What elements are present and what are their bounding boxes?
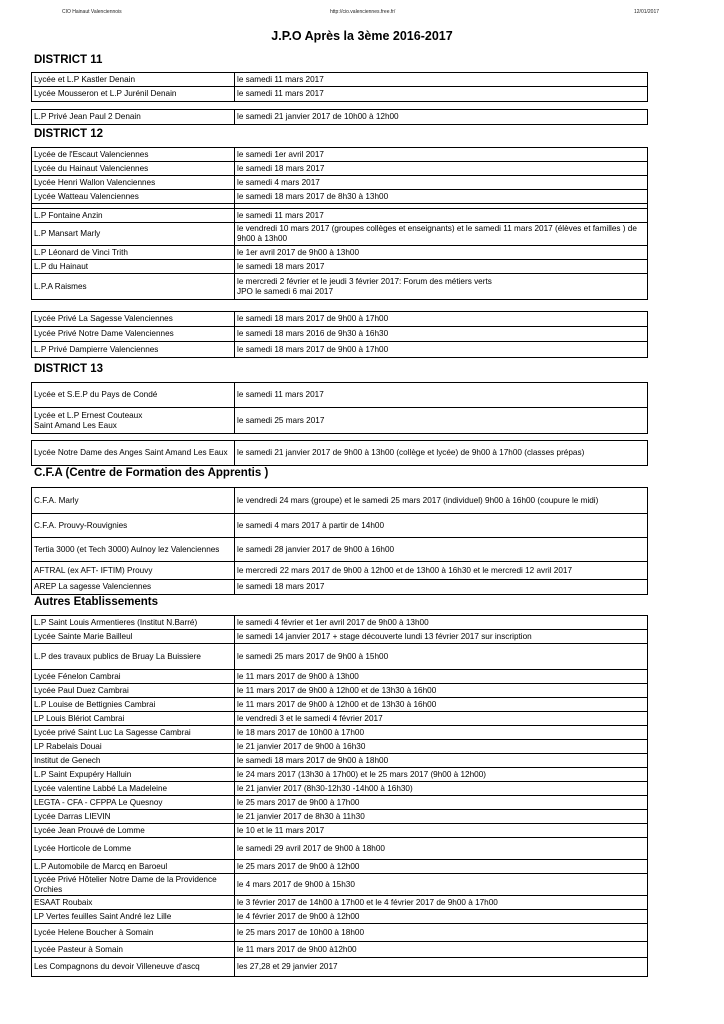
table-row [32,110,647,124]
header-date: 12/01/2017 [634,9,660,15]
date-cell [235,838,647,859]
establishment-cell [32,190,235,203]
establishment-cell [32,562,235,579]
open-day-date: le samedi 11 mars 2017 [237,390,324,399]
table-district-11-a [31,72,648,102]
table-row [32,176,647,190]
date-cell [235,670,647,683]
open-day-date: le mercredi 2 février et le jeudi 3 février 2017: Forum des métiers verts JPO le samedi 6 mai 2017 [237,276,492,296]
table-row [32,342,647,357]
establishment-name: L.P Privé Dampierre Valenciennes [34,344,159,354]
establishment-name: Lycée Jean Prouvé de Lomme [34,825,145,835]
table-row [32,896,647,910]
table-row [32,924,647,942]
date-cell [235,796,647,809]
establishment-cell [32,824,235,837]
section-heading-cfa: C.F.A (Centre de Formation des Apprentis ) [34,467,269,479]
open-day-date: le 25 mars 2017 de 10h00 à 18h00 [237,927,365,937]
establishment-cell [32,924,235,941]
establishment-name: Les Compagnons du devoir Villeneuve d'ascq [34,962,200,971]
date-cell [235,514,647,537]
open-day-date: le samedi 29 avril 2017 de 9h00 à 18h00 [237,843,385,853]
establishment-cell [32,782,235,795]
table-row [32,209,647,223]
open-day-date: le samedi 28 janvier 2017 de 9h00 à 16h00 [237,544,395,554]
date-cell [235,630,647,643]
establishment-cell [32,810,235,823]
date-cell [235,910,647,923]
open-day-date: le samedi 18 mars 2017 [237,261,325,271]
establishment-name: LP Vertes feuilles Saint André lez Lille [34,911,172,921]
establishment-cell [32,342,235,357]
date-cell [235,274,647,299]
establishment-cell [32,209,235,222]
establishment-cell [32,616,235,629]
establishment-cell [32,204,235,208]
open-day-date: le samedi 18 mars 2017 [237,163,325,173]
table-row [32,824,647,838]
open-day-date: le samedi 11 mars 2017 [237,210,324,220]
date-cell [235,684,647,697]
establishment-name: L.P Mansart Marly [34,229,101,238]
date-cell [235,810,647,823]
establishment-cell [32,87,235,101]
open-day-date: le samedi 11 mars 2017 [237,89,324,98]
open-day-date: le 4 mars 2017 de 9h00 à 15h30 [237,879,355,889]
open-day-date: le samedi 4 mars 2017 à partir de 14h00 [237,520,385,530]
establishment-cell [32,260,235,273]
establishment-cell [32,942,235,957]
section-heading-district-11: DISTRICT 11 [34,54,103,66]
establishment-cell [32,910,235,923]
date-cell [235,896,647,909]
establishment-cell [32,630,235,643]
table-row [32,87,647,101]
date-cell [235,246,647,259]
establishment-name: Lycée Watteau Valenciennes [34,191,139,201]
establishment-name: Lycée du Hainaut Valenciennes [34,163,149,173]
establishment-cell [32,860,235,873]
establishment-name: LP Rabelais Douai [34,741,102,751]
establishment-name: Lycée Sainte Marie Bailleul [34,631,133,641]
table-row [32,740,647,754]
table-row [32,810,647,824]
establishment-cell [32,644,235,669]
table-row [32,684,647,698]
table-row [32,782,647,796]
establishment-name: Institut de Genech [34,755,101,765]
table-cfa [31,487,648,595]
open-day-date: le samedi 21 janvier 2017 de 10h00 à 12h00 [237,112,399,121]
open-day-date: le 21 janvier 2017 de 9h00 à 16h30 [237,741,366,751]
establishment-name: Lycée Pasteur à Somain [34,944,123,954]
open-day-date: le samedi 25 mars 2017 de 9h00 à 15h00 [237,651,389,661]
open-day-date: le samedi 18 mars 2016 de 9h30 à 16h30 [237,329,389,338]
table-row [32,260,647,274]
establishment-cell [32,110,235,124]
open-day-date: le 24 mars 2017 (13h30 à 17h00) et le 25 mars 2017 (9h00 à 12h00) [237,769,486,779]
table-row [32,698,647,712]
establishment-cell [32,246,235,259]
establishment-cell [32,580,235,594]
establishment-cell [32,538,235,561]
open-day-date: le 11 mars 2017 de 9h00 à 12h00 et de 13h30 à 16h00 [237,685,437,695]
open-day-date: le samedi 18 mars 2017 [237,582,325,591]
section-heading-district-12: DISTRICT 12 [34,128,104,140]
table-row [32,580,647,594]
establishment-cell [32,712,235,725]
establishment-name: Lycée Helene Boucher à Somain [34,927,154,937]
establishment-name: C.F.A. Marly [34,495,79,505]
date-cell [235,176,647,189]
open-day-date: le 11 mars 2017 de 9h00 à12h00 [237,944,357,954]
open-day-date: le 21 janvier 2017 de 8h30 à 11h30 [237,811,365,821]
table-row [32,726,647,740]
open-day-date: le 18 mars 2017 de 10h00 à 17h00 [237,727,365,737]
establishment-cell [32,768,235,781]
establishment-cell [32,740,235,753]
open-day-date: le samedi 18 mars 2017 de 8h30 à 13h00 [237,191,389,201]
table-row [32,383,647,408]
table-row [32,488,647,514]
date-cell [235,942,647,957]
open-day-date: le samedi 25 mars 2017 [237,415,325,425]
date-cell [235,698,647,711]
open-day-date: le vendredi 10 mars 2017 (groupes collèges et enseignants) et le samedi 11 mars 2017 (élèves et familles ) de 9h00 à 13h00 [237,224,637,243]
header-url: http://cio.valenciennes.free.fr/ [330,9,396,15]
establishment-name: Lycée Privé Hôtelier Notre Dame de la Providence Orchies [34,874,217,894]
table-row [32,274,647,299]
establishment-name: Lycée Privé Notre Dame Valenciennes [34,329,174,338]
table-row [32,860,647,874]
open-day-date: le samedi 21 janvier 2017 de 9h00 à 13h00 (collège et lycée) de 9h00 à 17h00 (classes prépas) [237,448,585,457]
establishment-cell [32,514,235,537]
establishment-name: Lycée et S.E.P du Pays de Condé [34,390,158,399]
table-row [32,630,647,644]
establishment-cell [32,698,235,711]
establishment-name: Lycée privé Saint Luc La Sagesse Cambrai [34,727,191,737]
establishment-name: L.P Saint Expupéry Halluin [34,769,132,779]
date-cell [235,580,647,594]
table-row [32,616,647,630]
open-day-date: le vendredi 3 et le samedi 4 février 2017 [237,713,383,723]
establishment-name: Tertia 3000 (et Tech 3000) Aulnoy lez Valenciennes [34,544,220,554]
table-row [32,942,647,958]
date-cell [235,408,647,433]
table-row [32,223,647,246]
establishment-name: L.P des travaux publics de Bruay La Buissiere [34,651,201,661]
open-day-date: le samedi 4 février et 1er avril 2017 de 9h00 à 13h00 [237,617,429,627]
establishment-name: Lycée Privé La Sagesse Valenciennes [34,314,173,323]
date-cell [235,562,647,579]
date-cell [235,190,647,203]
establishment-name: ESAAT Roubaix [34,897,93,907]
establishment-cell [32,327,235,341]
date-cell [235,712,647,725]
date-cell [235,644,647,669]
table-row [32,327,647,342]
table-row [32,754,647,768]
establishment-cell [32,441,235,465]
date-cell [235,204,647,208]
date-cell [235,327,647,341]
open-day-date: le 4 février 2017 de 9h00 à 12h00 [237,911,360,921]
establishment-cell [32,383,235,407]
establishment-cell [32,670,235,683]
date-cell [235,342,647,357]
establishment-cell [32,176,235,189]
table-row [32,768,647,782]
table-row [32,162,647,176]
establishment-name: L.P.A Raismes [34,281,87,291]
establishment-name: L.P Fontaine Anzin [34,210,103,220]
open-day-date: le 11 mars 2017 de 9h00 à 13h00 [237,671,359,681]
open-day-date: le 25 mars 2017 de 9h00 à 17h00 [237,797,360,807]
date-cell [235,73,647,86]
establishment-cell [32,958,235,976]
date-cell [235,488,647,513]
table-row [32,644,647,670]
date-cell [235,110,647,124]
date-cell [235,87,647,101]
table-row [32,441,647,465]
establishment-name: L.P du Hainaut [34,261,89,271]
open-day-date: le samedi 14 janvier 2017 + stage découverte lundi 13 février 2017 sur inscription [237,631,532,641]
establishment-cell [32,408,235,433]
establishment-cell [32,838,235,859]
date-cell [235,768,647,781]
table-row [32,246,647,260]
establishment-name: Lycée Paul Duez Cambrai [34,685,129,695]
table-row [32,408,647,433]
establishment-name: AFTRAL (ex AFT- IFTIM) Prouvy [34,565,153,575]
table-district-13-a [31,382,648,434]
date-cell [235,740,647,753]
establishment-cell [32,796,235,809]
establishment-name: Lycée de l'Escaut Valenciennes [34,149,149,159]
date-cell [235,754,647,767]
date-cell [235,860,647,873]
establishment-name: L.P Louise de Bettignies Cambrai [34,699,156,709]
open-day-date: le vendredi 24 mars (groupe) et le samedi 25 mars 2017 (individuel) 9h00 à 16h00 (coupure le midi) [237,495,599,505]
establishment-cell [32,312,235,326]
date-cell [235,260,647,273]
establishment-name: Lycée Horticole de Lomme [34,843,132,853]
date-cell [235,924,647,941]
table-row [32,562,647,580]
open-day-date: le 10 et le 11 mars 2017 [237,825,325,835]
establishment-name: Lycée Notre Dame des Anges Saint Amand Les Eaux [34,448,228,457]
open-day-date: le samedi 18 mars 2017 de 9h00 à 17h00 [237,344,389,354]
table-row [32,712,647,726]
establishment-cell [32,73,235,86]
establishment-name: C.F.A. Prouvy-Rouvignies [34,520,128,530]
establishment-name: Lycée Darras LIEVIN [34,811,111,821]
date-cell [235,538,647,561]
table-row [32,514,647,538]
table-row [32,670,647,684]
section-heading-autres: Autres Etablissements [34,596,158,608]
table-autres-etablissements [31,615,648,977]
table-row [32,796,647,810]
table-row [32,190,647,204]
table-district-12-b [31,311,648,358]
establishment-name: Lycée Henri Wallon Valenciennes [34,177,156,187]
table-row [32,73,647,87]
table-row [32,874,647,896]
establishment-cell [32,874,235,895]
establishment-name: Lycée et L.P Ernest Couteaux Saint Amand Les Eaux [34,410,143,430]
establishment-name: LEGTA - CFA - CFPPA Le Quesnoy [34,797,163,807]
date-cell [235,162,647,175]
establishment-cell [32,223,235,245]
open-day-date: le samedi 11 mars 2017 [237,74,324,84]
date-cell [235,958,647,976]
open-day-date: le samedi 18 mars 2017 de 9h00 à 18h00 [237,755,389,765]
establishment-cell [32,148,235,161]
table-row [32,148,647,162]
section-heading-district-13: DISTRICT 13 [34,363,104,375]
open-day-date: le samedi 1er avril 2017 [237,149,324,159]
open-day-date: le 1er avril 2017 de 9h00 à 13h00 [237,247,359,257]
establishment-name: Lycée et L.P Kastler Denain [34,74,136,84]
table-row [32,838,647,860]
open-day-date: le samedi 4 mars 2017 [237,177,320,187]
date-cell [235,874,647,895]
open-day-date: le 25 mars 2017 de 9h00 à 12h00 [237,861,360,871]
establishment-cell [32,162,235,175]
establishment-name: Lycée Mousseron et L.P Jurénil Denain [34,89,177,98]
open-day-date: le 21 janvier 2017 (8h30-12h30 -14h00 à 16h30) [237,783,413,793]
establishment-name: AREP La sagesse Valenciennes [34,582,152,591]
date-cell [235,782,647,795]
page-title: J.P.O Après la 3ème 2016-2017 [271,29,453,43]
establishment-name: L.P Automobile de Marcq en Baroeul [34,861,168,871]
establishment-name: L.P Saint Louis Armentieres (Institut N.Barré) [34,617,198,627]
table-row [32,910,647,924]
table-row [32,538,647,562]
date-cell [235,383,647,407]
table-row [32,312,647,327]
establishment-name: L.P Privé Jean Paul 2 Denain [34,112,141,121]
open-day-date: le mercredi 22 mars 2017 de 9h00 à 12h00 et de 13h00 à 16h30 et le mercredi 12 avril 2017 [237,565,572,575]
establishment-name: Lycée valentine Labbé La Madeleine [34,783,168,793]
date-cell [235,148,647,161]
open-day-date: le 3 février 2017 de 14h00 à 17h00 et le 4 février 2017 de 9h00 à 17h00 [237,897,498,907]
date-cell [235,441,647,465]
date-cell [235,824,647,837]
establishment-name: L.P Léonard de Vinci Trith [34,247,128,257]
establishment-cell [32,488,235,513]
establishment-cell [32,754,235,767]
table-district-12-a [31,147,648,300]
date-cell [235,209,647,222]
date-cell [235,312,647,326]
table-row [32,958,647,976]
establishment-cell [32,274,235,299]
date-cell [235,726,647,739]
open-day-date: les 27,28 et 29 janvier 2017 [237,962,338,971]
date-cell [235,223,647,245]
table-district-13-b [31,440,648,466]
establishment-name: LP Louis Blériot Cambrai [34,713,125,723]
establishment-cell [32,684,235,697]
date-cell [235,616,647,629]
table-district-11-b [31,109,648,125]
open-day-date: le samedi 18 mars 2017 de 9h00 à 17h00 [237,314,389,323]
establishment-cell [32,726,235,739]
establishment-cell [32,896,235,909]
establishment-name: Lycée Fénelon Cambrai [34,671,121,681]
open-day-date: le 11 mars 2017 de 9h00 à 12h00 et de 13h30 à 16h00 [237,699,437,709]
header-left: CIO Hainaut Valenciennois [62,9,122,15]
